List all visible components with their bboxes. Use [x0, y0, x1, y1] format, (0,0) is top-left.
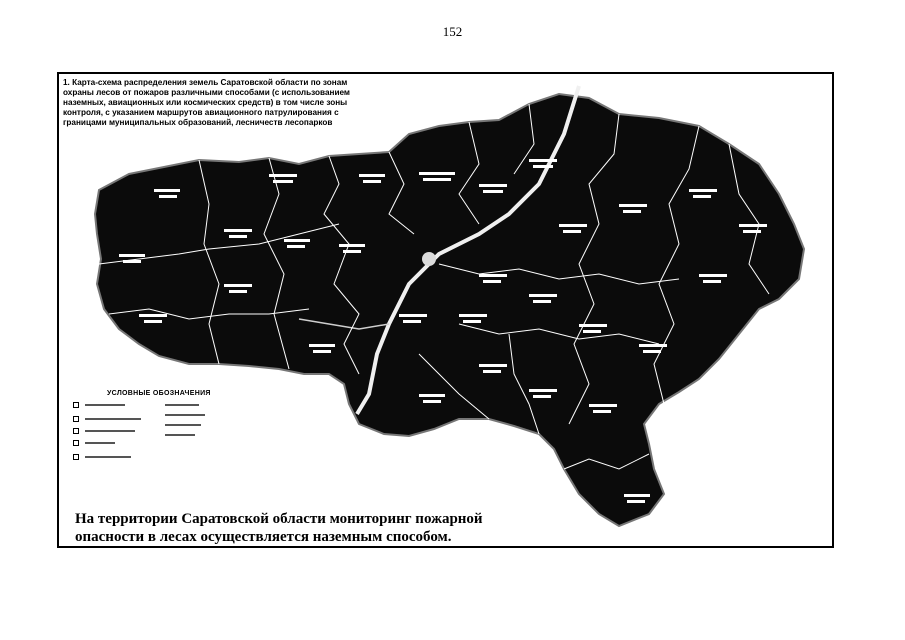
map-title-line: контроля, с указанием маршрутов авиационного патрулирования с [63, 108, 339, 117]
legend-entry [85, 418, 141, 420]
legend-symbol [73, 416, 79, 422]
map-legend [67, 390, 227, 490]
legend-entry [85, 442, 115, 444]
legend-symbol [73, 402, 79, 408]
legend-entry [165, 424, 201, 426]
map-title-line: 1. Карта-схема распределения земель Саратовской области по зонам [63, 78, 348, 87]
legend-entry [85, 430, 135, 432]
city-marker [422, 252, 436, 266]
map-title-line: наземных, авиационных или космических средств) в том числе зоны [63, 98, 348, 107]
legend-title: УСЛОВНЫЕ ОБОЗНАЧЕНИЯ [107, 390, 211, 397]
map-figure [57, 72, 834, 548]
legend-entry [85, 404, 125, 406]
legend-entry [85, 456, 131, 458]
legend-symbol [73, 440, 79, 446]
page-number: 152 [442, 24, 463, 39]
legend-entry [165, 404, 199, 406]
map-title-line: охраны лесов от пожаров различными способами (с использованием [63, 88, 350, 97]
legend-entry [165, 434, 195, 436]
map-caption [75, 510, 635, 546]
map-title [63, 78, 423, 128]
legend-symbol [73, 454, 79, 460]
caption-line: На территории Саратовской области мониторинг пожарной [75, 511, 483, 527]
caption-line: опасности в лесах осуществляется наземным способом. [75, 529, 452, 545]
map-title-line: границами муниципальных образований, лесничеств лесопарков [63, 118, 333, 127]
legend-entry [165, 414, 205, 416]
legend-symbol [73, 428, 79, 434]
